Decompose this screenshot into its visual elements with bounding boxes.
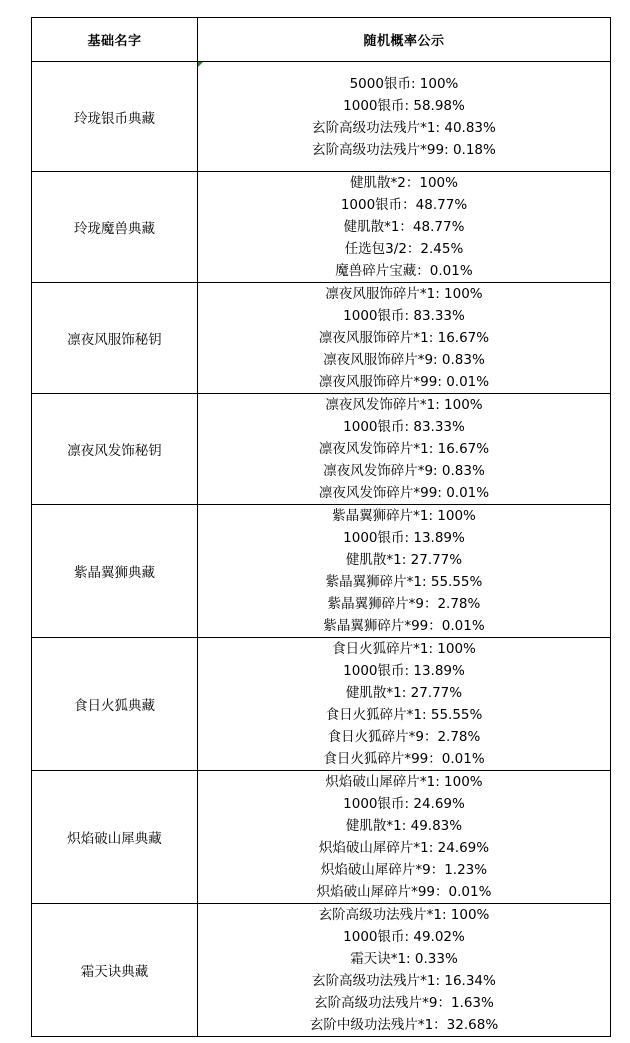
probability-line: 1000银币: 24.69% — [343, 796, 465, 812]
probability-line: 霜天诀*1: 0.33% — [350, 951, 458, 967]
probability-line: 凛夜风发饰碎片*1: 100% — [325, 397, 483, 413]
table-row — [32, 62, 611, 172]
probability-line: 健肌散*2：100% — [350, 175, 458, 191]
probability-line: 健肌散*1: 27.77% — [345, 685, 463, 701]
header-probability-column: 随机概率公示 — [198, 18, 611, 62]
probability-line: 紫晶翼狮碎片*1: 55.55% — [325, 574, 483, 590]
probability-cell — [198, 394, 611, 505]
table-row — [32, 638, 611, 771]
probability-cell — [198, 283, 611, 394]
item-name-cell: 食日火狐典藏 — [32, 638, 198, 771]
probability-table — [31, 17, 611, 1037]
item-name-cell: 玲珑魔兽典藏 — [32, 172, 198, 283]
probability-line: 1000银币：48.77% — [340, 197, 468, 213]
probability-line: 1000银币: 83.33% — [343, 419, 465, 435]
probability-line: 1000银币: 13.89% — [343, 530, 465, 546]
probability-line: 紫晶翼狮碎片*1: 100% — [332, 508, 476, 524]
probability-line: 紫晶翼狮碎片*9：2.78% — [327, 596, 481, 612]
probability-cell — [198, 62, 611, 172]
item-name-cell: 凛夜风服饰秘钥 — [32, 283, 198, 394]
probability-cell — [198, 904, 611, 1037]
table-body — [32, 62, 611, 1037]
probability-line: 凛夜风发饰碎片*99: 0.01% — [318, 485, 490, 501]
table-row — [32, 172, 611, 283]
header-name-column: 基础名字 — [32, 18, 198, 62]
probability-line: 炽焰破山犀碎片*1: 100% — [325, 774, 483, 790]
probability-line: 食日火狐碎片*1: 100% — [332, 641, 476, 657]
probability-line: 5000银币: 100% — [349, 75, 459, 92]
table-row — [32, 283, 611, 394]
probability-cell — [198, 505, 611, 638]
item-name-cell: 紫晶翼狮典藏 — [32, 505, 198, 638]
probability-line: 玄阶高级功法残片*1: 100% — [318, 907, 490, 923]
table-row — [32, 394, 611, 505]
header-row — [32, 18, 611, 62]
probability-line: 魔兽碎片宝藏：0.01% — [335, 263, 473, 279]
probability-cell — [198, 172, 611, 283]
probability-line: 健肌散*1: 27.77% — [345, 552, 463, 568]
table-row — [32, 505, 611, 638]
probability-cell — [198, 638, 611, 771]
probability-line: 凛夜风服饰碎片*1: 16.67% — [318, 330, 490, 346]
table-row — [32, 771, 611, 904]
probability-line: 食日火狐碎片*9：2.78% — [327, 729, 481, 745]
probability-line: 健肌散*1：48.77% — [343, 219, 465, 235]
probability-line: 玄阶高级功法残片*1: 40.83% — [312, 119, 496, 136]
probability-line: 玄阶高级功法残片*1: 16.34% — [312, 973, 496, 989]
probability-line: 食日火狐碎片*99：0.01% — [323, 751, 485, 767]
probability-line: 1000银币: 83.33% — [343, 308, 465, 324]
probability-line: 玄阶高级功法残片*9：1.63% — [314, 995, 494, 1011]
item-name-cell: 玲珑银币典藏 — [32, 62, 198, 172]
probability-line: 1000银币: 58.98% — [343, 97, 465, 114]
probability-line: 健肌散*1: 49.83% — [345, 818, 463, 834]
probability-line: 1000银币: 49.02% — [343, 929, 465, 945]
probability-line: 凛夜风服饰碎片*9: 0.83% — [323, 352, 485, 368]
table-row — [32, 904, 611, 1037]
probability-line: 1000银币: 13.89% — [343, 663, 465, 679]
probability-line: 炽焰破山犀碎片*9：1.23% — [320, 862, 488, 878]
cell-comment-marker — [198, 62, 203, 67]
item-name-cell: 炽焰破山犀典藏 — [32, 771, 198, 904]
probability-line: 紫晶翼狮碎片*99：0.01% — [323, 618, 485, 634]
item-name-cell: 凛夜风发饰秘钥 — [32, 394, 198, 505]
probability-line: 凛夜风发饰碎片*1: 16.67% — [318, 441, 490, 457]
probability-line: 凛夜风服饰碎片*1: 100% — [325, 286, 483, 302]
probability-line: 炽焰破山犀碎片*99：0.01% — [316, 884, 492, 900]
item-name-cell: 霜天诀典藏 — [32, 904, 198, 1037]
probability-line: 炽焰破山犀碎片*1: 24.69% — [318, 840, 490, 856]
probability-line: 食日火狐碎片*1: 55.55% — [325, 707, 483, 723]
probability-cell — [198, 771, 611, 904]
probability-line: 任选包3/2：2.45% — [344, 241, 464, 257]
probability-line: 凛夜风发饰碎片*9: 0.83% — [323, 463, 485, 479]
probability-sheet — [31, 17, 610, 1037]
probability-line: 凛夜风服饰碎片*99: 0.01% — [318, 374, 490, 390]
probability-line: 玄阶中级功法残片*1：32.68% — [309, 1017, 499, 1033]
probability-line: 玄阶高级功法残片*99: 0.18% — [312, 141, 496, 158]
